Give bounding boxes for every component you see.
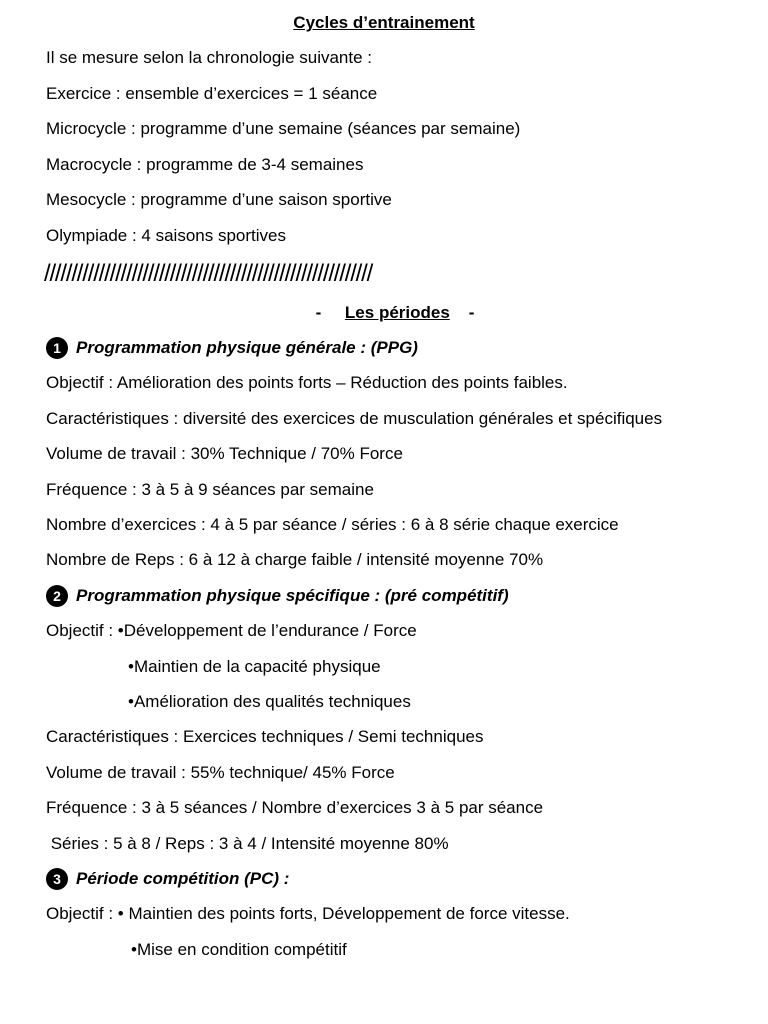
ppg-objective: Objectif : Amélioration des points forts – Réduction des points faibles. (46, 373, 568, 392)
ppg-characteristics: Caractéristiques : diversité des exercices de musculation générales et spécifiques (46, 409, 663, 428)
number-badge-1: 1 (46, 337, 68, 359)
cycle-line-mesocycle: Mesocycle : programme d’une saison sportive (46, 190, 392, 209)
periods-heading-dash-right: - (468, 303, 475, 322)
periods-heading-label: Les périodes (344, 303, 450, 322)
pps-objective: Objectif : •Développement de l’endurance / Force (46, 621, 417, 640)
section-pc-heading (46, 868, 289, 890)
ppg-exercise-count: Nombre d’exercices : 4 à 5 par séance / séries : 6 à 8 série chaque exercice (46, 515, 619, 534)
ppg-reps: Nombre de Reps : 6 à 12 à charge faible / intensité moyenne 70% (46, 550, 544, 569)
intro-text: Il se mesure selon la chronologie suivante : (46, 48, 373, 67)
cycle-line-olympiade: Olympiade : 4 saisons sportives (46, 226, 286, 245)
pps-volume: Volume de travail : 55% technique/ 45% Force (46, 763, 395, 782)
section-heading-text: Période compétition (PC) : (76, 869, 290, 888)
ppg-volume: Volume de travail : 30% Technique / 70% Force (46, 444, 403, 463)
section-heading-text: Programmation physique spécifique : (pré compétitif) (76, 586, 509, 605)
pc-objective: Objectif : • Maintien des points forts, Développement de force vitesse. (46, 904, 570, 923)
pps-frequency: Fréquence : 3 à 5 séances / Nombre d’exercices 3 à 5 par séance (46, 798, 544, 817)
document-title: Cycles d’entrainement (293, 13, 475, 32)
pps-objective-sub-2: •Amélioration des qualités techniques (128, 692, 411, 711)
section-pps-heading (46, 585, 509, 607)
section-ppg-heading (46, 337, 418, 359)
cycle-line-microcycle: Microcycle : programme d’une semaine (séances par semaine) (46, 119, 521, 138)
slash-separator: //////////////////////////////////////////////////////////// (44, 260, 373, 287)
pps-objective-sub-1: •Maintien de la capacité physique (128, 657, 381, 676)
pc-objective-sub-1: •Mise en condition compétitif (131, 940, 347, 959)
number-badge-2: 2 (46, 585, 68, 607)
periods-heading (0, 302, 768, 324)
periods-heading-dash-left: - (315, 303, 322, 322)
cycle-line-macrocycle: Macrocycle : programme de 3-4 semaines (46, 155, 364, 174)
section-heading-text: Programmation physique générale : (PPG) (76, 338, 418, 357)
cycle-line-exercice: Exercice : ensemble d’exercices = 1 séance (46, 84, 378, 103)
pps-characteristics: Caractéristiques : Exercices techniques / Semi techniques (46, 727, 484, 746)
pps-series-reps: Séries : 5 à 8 / Reps : 3 à 4 / Intensité moyenne 80% (46, 834, 449, 853)
ppg-frequency: Fréquence : 3 à 5 à 9 séances par semaine (46, 480, 374, 499)
number-badge-3: 3 (46, 868, 68, 890)
